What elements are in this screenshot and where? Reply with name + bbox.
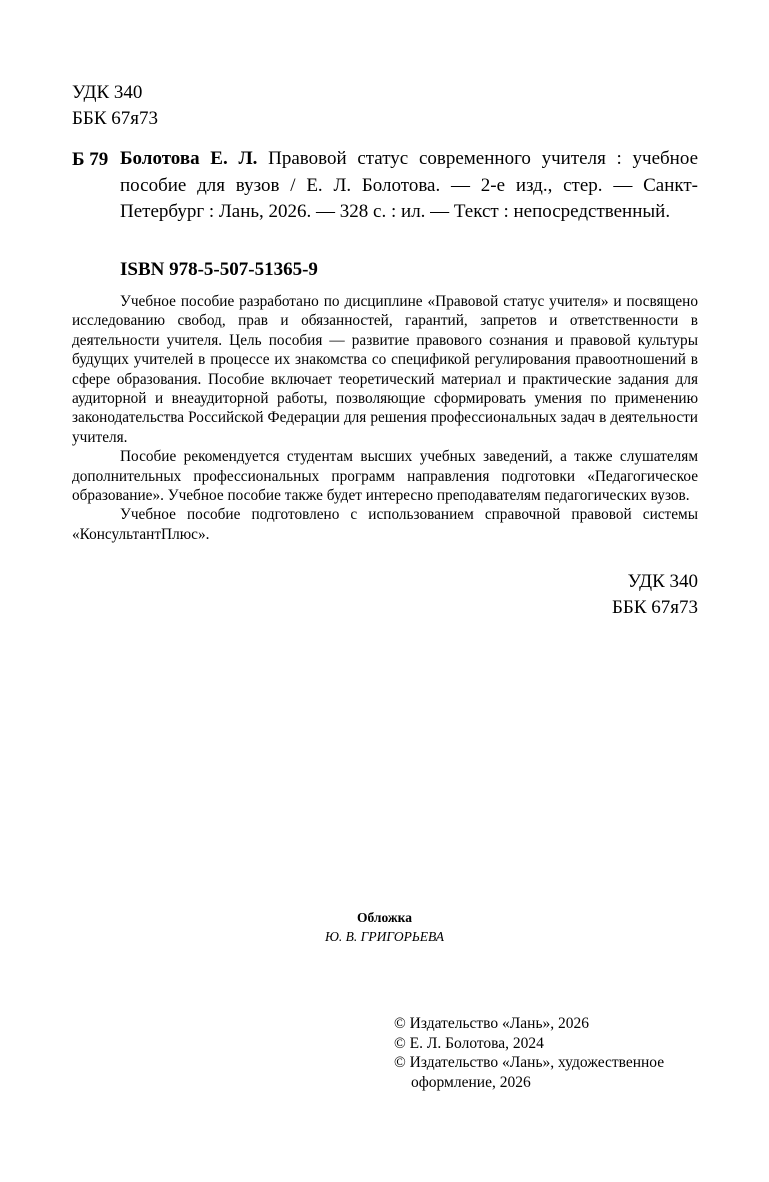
bibliographic-description	[120, 146, 698, 226]
classification-codes-top	[72, 80, 158, 132]
author-name: Болотова Е. Л.	[120, 148, 258, 169]
copyright-line: © Е. Л. Болотова, 2024	[394, 1034, 544, 1052]
abstract-paragraph: Учебное пособие разработано по дисциплине «Правовой статус учителя» и посвящено исследованию свобод, прав и обязанностей, гарантий, запретов и ответственности в деятельности учителя. Цель пособия — развитие правового сознания и правовой культуры будущих учителей в процессе их знакомства со спецификой регулирования правоотношений в сфере образования. Пособие включает теоретический материал и практические задания для аудиторной и внеаудиторной работы, позволяющие сформировать умения по применению законодательства Российской Федерации для решения профессиональных задач в деятельности учителя.	[72, 293, 698, 446]
cover-label: Обложка	[356, 910, 412, 925]
copyright-line: © Издательство «Лань», художественное оформление, 2026	[394, 1054, 665, 1091]
udk-code: УДК 340	[627, 571, 698, 592]
copyright-notices	[394, 1014, 704, 1092]
abstract-paragraph: Пособие рекомендуется студентам высших учебных заведений, а также слушателям дополнительных профессиональных программ направления подготовки «Педагогическое образование». Учебное пособие также будет интересно преподавателям педагогических вузов.	[72, 448, 698, 505]
cover-artist: Ю. В. ГРИГОРЬЕВА	[324, 929, 445, 944]
bbk-code: ББК 67я73	[612, 597, 698, 618]
copyright-line: © Издательство «Лань», 2026	[394, 1015, 590, 1032]
isbn: ISBN 978-5-507-51365-9	[120, 259, 318, 280]
classification-codes-bottom	[612, 569, 698, 621]
udk-code: УДК 340	[72, 82, 143, 103]
abstract	[72, 292, 698, 544]
author-mark: Б 79	[72, 149, 109, 170]
bbk-code: ББК 67я73	[72, 108, 158, 129]
abstract-paragraph: Учебное пособие подготовлено с использованием справочной правовой системы «КонсультантПлюс».	[72, 506, 698, 543]
cover-credit	[0, 908, 769, 946]
description-text: Правовой статус современного учителя : учебное пособие для вузов / Е. Л. Болотова. — 2-е изд., стер. — Санкт-Петербург : Лань, 2026. — 328 с. : ил. — Текст : непосредственный.	[120, 148, 699, 222]
